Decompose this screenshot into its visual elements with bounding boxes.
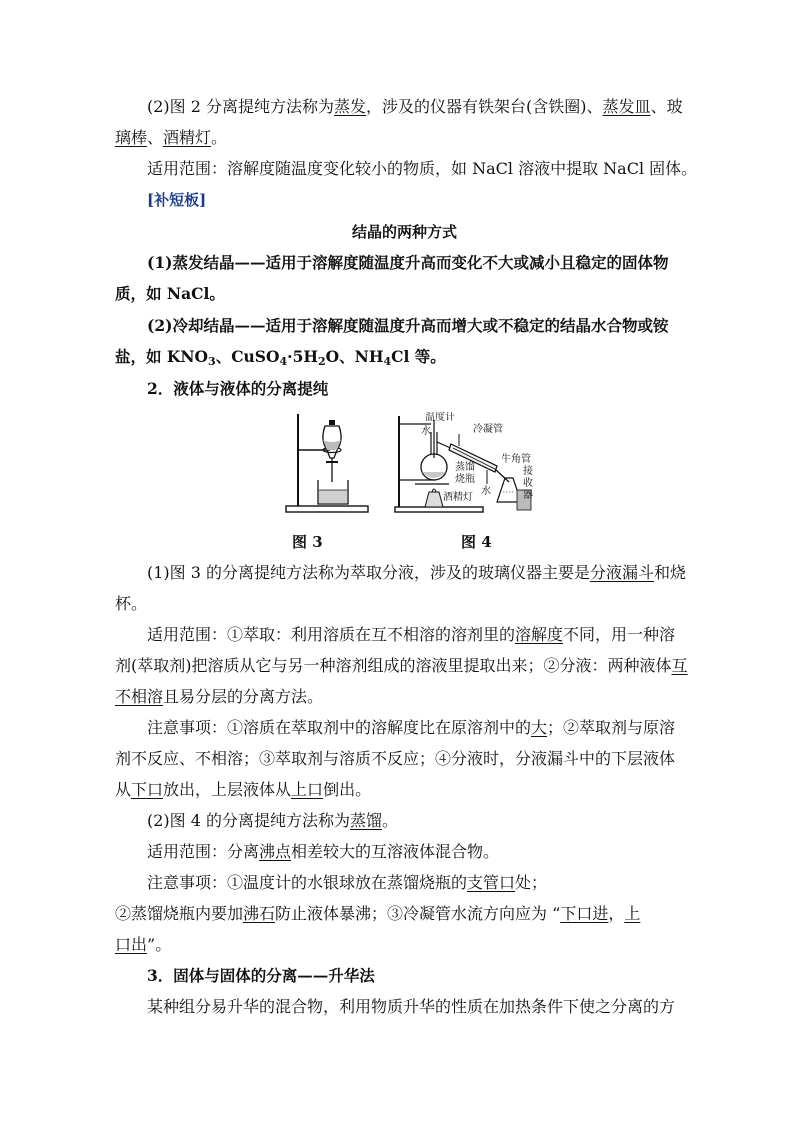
crystallization-evaporative-cont: 质，如 NaCl。 bbox=[115, 284, 225, 303]
crystallization-cooling-cont: 盐，如 $KNO_3$、$CuSO_4\cdot 5H_2O$、$NH_4Cl$ 等。 bbox=[115, 347, 446, 368]
paragraph-extraction-cont: 杯。 bbox=[115, 594, 148, 613]
paragraph-sublimation: 某种组分易升华的混合物，利用物质升华的性质在加热条件下使之分离的方 bbox=[147, 997, 676, 1016]
answer-underline: 蒸发皿 bbox=[602, 97, 651, 116]
answer-underline: 蒸馏 bbox=[350, 811, 383, 830]
paragraph-distillation: (2)图 4 的分离提纯方法称为蒸馏。 bbox=[147, 811, 399, 830]
label-thermometer: 温度计 bbox=[425, 412, 455, 423]
answer-underline: 沸点 bbox=[259, 842, 292, 861]
answer-underline: 分液漏斗 bbox=[590, 563, 655, 582]
section-sublimation: 3．固体与固体的分离——升华法 bbox=[147, 966, 375, 985]
label-water-top: 水 bbox=[421, 426, 431, 437]
scope-evaporation: 适用范围：溶解度随温度变化较小的物质，如 NaCl 溶液中提取 NaCl 固体。 bbox=[147, 159, 698, 178]
answer-underline: 璃棒 bbox=[115, 128, 148, 147]
label-flask-1: 蒸馏 bbox=[455, 462, 475, 473]
answer-underline: 下口 bbox=[131, 780, 164, 799]
label-lamp: 酒精灯 bbox=[443, 492, 473, 503]
answer-underline: 上口 bbox=[291, 780, 324, 799]
label-flask-2: 烧瓶 bbox=[455, 474, 475, 485]
answer-underline: 酒精灯 bbox=[163, 128, 212, 147]
answer-underline: 互 bbox=[671, 656, 688, 675]
supplement-tag: [补短板] bbox=[147, 191, 207, 209]
crystallization-cooling: (2)冷却结晶——适用于溶解度随温度升高而增大或不稳定的结晶水合物或铵 bbox=[147, 316, 669, 335]
section-liquid-liquid: 2．液体与液体的分离提纯 bbox=[147, 379, 329, 398]
answer-underline: 下口进 bbox=[560, 904, 609, 923]
answer-underline: 沸石 bbox=[243, 904, 276, 923]
crystallization-evaporative: (1)蒸发结晶——适用于溶解度随温度升高而变化不大或减小且稳定的固体物 bbox=[147, 253, 669, 272]
label-adapter: 牛角管 bbox=[501, 454, 531, 465]
answer-underline: 上 bbox=[624, 904, 641, 923]
caption-figure-4: 图 4 bbox=[461, 533, 492, 551]
notes-distillation: 注意事项：①温度计的水银球放在蒸馏烧瓶的支管口处； bbox=[147, 873, 548, 892]
notes-extraction: 注意事项：①溶质在萃取剂中的溶解度比在原溶剂中的大；②萃取剂与原溶 bbox=[147, 718, 676, 737]
notes-distillation-cont2: 口出”。 bbox=[115, 935, 172, 954]
figure-4-distillation-apparatus bbox=[385, 412, 535, 516]
scope-extraction-cont2: 不相溶且易分层的分离方法。 bbox=[115, 687, 324, 706]
label-condenser: 冷凝管 bbox=[473, 424, 503, 435]
scope-distillation: 适用范围：分离沸点相差较大的互溶液体混合物。 bbox=[147, 842, 500, 861]
section-heading: 结晶的两种方式 bbox=[352, 223, 458, 241]
label-water-bottom: 水 bbox=[481, 486, 491, 497]
answer-underline: 口出 bbox=[115, 935, 148, 954]
notes-extraction-cont2: 从下口放出，上层液体从上口倒出。 bbox=[115, 780, 372, 799]
paragraph-extraction: (1)图 3 的分离提纯方法称为萃取分液，涉及的玻璃仪器主要是分液漏斗和烧 bbox=[147, 563, 687, 582]
notes-distillation-cont: ②蒸馏烧瓶内要加沸石防止液体暴沸；③冷凝管水流方向应为 “下口进，上 bbox=[115, 904, 641, 923]
paragraph-evaporation: (2)图 2 分离提纯方法称为蒸发，涉及的仪器有铁架台(含铁圈)、蒸发皿、玻 bbox=[147, 97, 683, 116]
answer-underline: 支管口 bbox=[467, 873, 516, 892]
answer-underline: 溶解度 bbox=[515, 625, 564, 644]
notes-extraction-cont: 剂不反应、不相溶；③萃取剂与溶质不反应；④分液时，分液漏斗中的下层液体 bbox=[115, 749, 676, 768]
answer-underline: 大 bbox=[531, 718, 548, 737]
label-receiver-3: 器 bbox=[523, 490, 533, 501]
label-receiver-1: 接 bbox=[523, 466, 533, 477]
scope-extraction-cont: 剂(萃取剂)把溶质从它与另一种溶剂组成的溶液里提取出来；②分液：两种液体互 bbox=[115, 656, 688, 675]
label-receiver-2: 收 bbox=[523, 478, 533, 489]
paragraph-evaporation-cont: 璃棒、酒精灯。 bbox=[115, 128, 228, 147]
answer-underline: 不相溶 bbox=[115, 687, 164, 706]
caption-figure-3: 图 3 bbox=[292, 533, 323, 551]
figure-3-separatory-funnel bbox=[280, 410, 375, 518]
scope-extraction: 适用范围：①萃取：利用溶质在互不相溶的溶剂里的溶解度不同，用一种溶 bbox=[147, 625, 676, 644]
answer-underline: 蒸发 bbox=[334, 97, 367, 116]
